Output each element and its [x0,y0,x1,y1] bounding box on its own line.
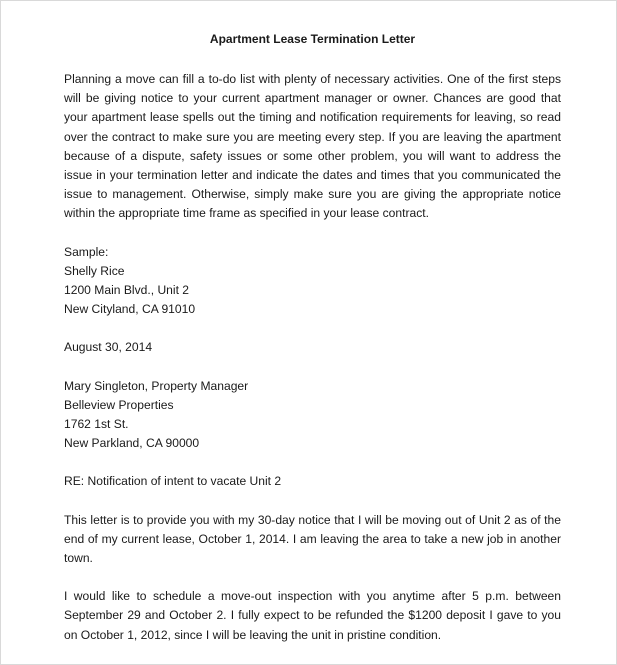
subject-line: RE: Notification of intent to vacate Unit 2 [64,474,282,489]
sender-city: New Cityland, CA 91010 [64,302,196,317]
sender-block [64,243,561,320]
body-paragraph-2: I would like to schedule a move-out inspection with you anytime after 5 p.m. between September 29 and October 2. I fully expect to be refunded the $1200 deposit I gave to you on October 1, 2012, since I will be leaving the unit in pristine condition. [64,589,561,642]
body-paragraph-1: This letter is to provide you with my 30-day notice that I will be moving out of Unit 2 as of the end of my current lease, October 1, 2014. I am leaving the area to take a new job in another town. [64,512,561,566]
recipient-city: New Parkland, CA 90000 [64,436,200,451]
recipient-block [64,377,561,454]
intro-paragraph: Planning a move can fill a to-do list with plenty of necessary activities. One of the first steps will be giving notice to your current apartment manager or owner. Chances are good that your apartment lease spells out the timing and notification requirements for leaving, so read over the contract to make sure you are meeting every step. If you are leaving the apartment because of a dispute, safety issues or some other problem, you will want to address the issue in your termination letter and indicate the dates and times that you communicated the issue to management. Otherwise, simply make sure you are giving the appropriate notice within the appropriate time frame as specified in your lease contract. [64,72,561,221]
sender-name: Shelly Rice [64,263,125,278]
sender-street: 1200 Main Blvd., Unit 2 [64,283,190,298]
document-title: Apartment Lease Termination Letter [209,32,416,46]
recipient-company: Belleview Properties [64,397,174,412]
recipient-name: Mary Singleton, Property Manager [64,378,249,393]
subject-block [64,472,561,491]
letter-date: August 30, 2014 [64,340,153,355]
letter-content [64,31,561,664]
recipient-street: 1762 1st St. [64,417,129,432]
sample-label: Sample: [64,244,109,259]
date-block [64,338,561,357]
